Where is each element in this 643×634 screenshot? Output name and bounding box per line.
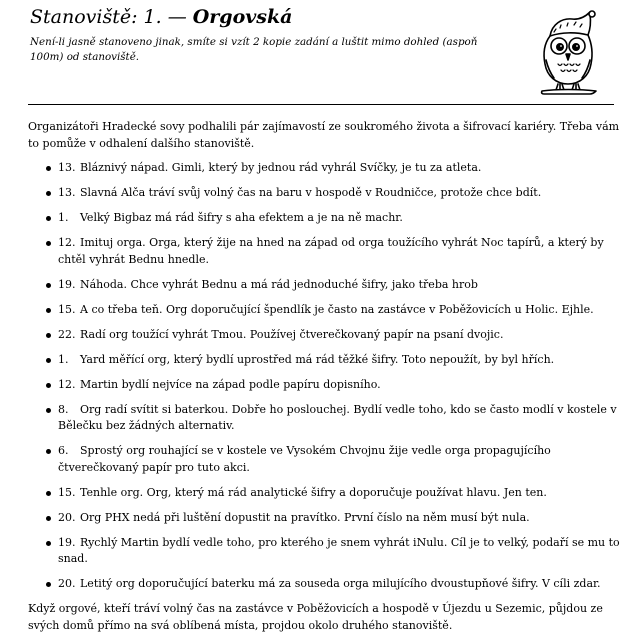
item-number: 12. [58, 377, 76, 391]
item-text: Org radí svítit si baterkou. Dobře ho poslouchej. Bydlí vedle toho, kdo se často modlí v kostele v Bělečku bez žádných alternativ. [58, 402, 617, 432]
list-item [28, 302, 620, 319]
intro-paragraph: Organizátoři Hradecké sovy podhalili pár zajímavostí ze soukromého života a šifrovací kariéry. Třeba vám to pomůže v odhalení dalšího stanoviště. [28, 120, 620, 150]
list-item [28, 510, 620, 527]
item-number: 15. [58, 302, 76, 316]
subtitle: Není-li jasně stanoveno jinak, smíte si vzít 2 kopie zadání a luštit mimo dohled (aspoň 100m) od stanoviště. [30, 36, 478, 63]
item-text: Rychlý Martin bydlí vedle toho, pro kterého je snem vyhrát iNulu. Cíl je to velký, podaří se mu to snad. [58, 535, 620, 565]
item-number: 19. [58, 535, 76, 549]
list-item [28, 402, 620, 435]
list-item [28, 443, 620, 476]
item-text: Letitý org doporučující baterku má za souseda orga milujícího dvoustupňové šifry. V cíli zdar. [80, 577, 601, 590]
list-item [28, 327, 620, 344]
item-text: Radí org toužící vyhrát Tmou. Používej čtverečkovaný papír na psaní dvojic. [80, 327, 504, 341]
list-item [28, 485, 620, 502]
owl-logo-icon [536, 10, 600, 98]
item-text: Org PHX nedá při luštění dopustit na pravítko. První číslo na něm musí být nula. [80, 510, 530, 524]
header-divider [28, 104, 614, 105]
item-text: Náhoda. Chce vyhrát Bednu a má rád jednoduché šifry, jako třeba hrob [80, 277, 478, 291]
item-number: 6. [58, 444, 69, 457]
item-number: 13. [58, 161, 76, 174]
list-item [28, 377, 620, 394]
clue-list [28, 160, 620, 593]
document-body [28, 119, 620, 634]
item-text: Martin bydlí nejvíce na západ podle papíru dopisního. [80, 377, 381, 391]
list-item [28, 277, 620, 294]
closing-paragraph: Když orgové, kteří tráví volný čas na zastávce v Poběžovicích a hospodě v Újezdu u Sezemic, půjdou ze svých domů přímo na svá oblíbená místa, projdou okolo druhého stanoviště. [28, 602, 603, 632]
item-text: Imituj orga. Orga, který žije na hned na západ od orga toužícího vyhrát Noc tapírů, a který by chtěl vyhrát Bednu hnedle. [58, 236, 604, 266]
item-text: Sprostý org rouhající se v kostele ve Vysokém Chvojnu žije vedle orga propagujícího čtverečkovaný papír pro tuto akci. [58, 444, 551, 474]
list-item [28, 160, 620, 177]
item-text: Slavná Alča tráví svůj volný čas na baru v hospodě v Roudničce, protože chce bdít. [80, 186, 542, 199]
item-number: 8. [58, 402, 69, 416]
title-prefix: Stanoviště: 1. — [30, 6, 193, 28]
page-title [30, 4, 520, 30]
station-name: Orgovská [192, 6, 293, 28]
list-item [28, 185, 620, 202]
item-text: Tenhle org. Org, který má rád analytické šifry a doporučuje používat hlavu. Jen ten. [80, 485, 547, 499]
item-number: 13. [58, 186, 76, 199]
item-number: 19. [58, 277, 76, 291]
item-text: Yard měřící org, který bydlí uprostřed má rád těžké šifry. Toto nepoužít, by byl hřích. [80, 352, 555, 366]
item-number: 22. [58, 327, 76, 341]
item-number: 15. [58, 485, 76, 499]
list-item [28, 535, 620, 568]
list-item [28, 352, 620, 369]
item-text: A co třeba teň. Org doporučující špendlík je často na zastávce v Poběžovicích u Holic. Ejhle. [80, 302, 594, 316]
list-item [28, 235, 620, 268]
header [30, 4, 520, 64]
item-text: Velký Bigbaz má rád šifry s aha efektem a je na ně machr. [80, 211, 403, 224]
item-number: 1. [58, 352, 69, 366]
list-item [28, 210, 620, 227]
item-number: 20. [58, 577, 76, 590]
item-number: 1. [58, 211, 69, 224]
item-number: 12. [58, 236, 76, 249]
item-number: 20. [58, 510, 76, 524]
list-item [28, 576, 620, 593]
item-text: Bláznivý nápad. Gimli, který by jednou rád vyhrál Svíčky, je tu za atleta. [80, 161, 482, 174]
